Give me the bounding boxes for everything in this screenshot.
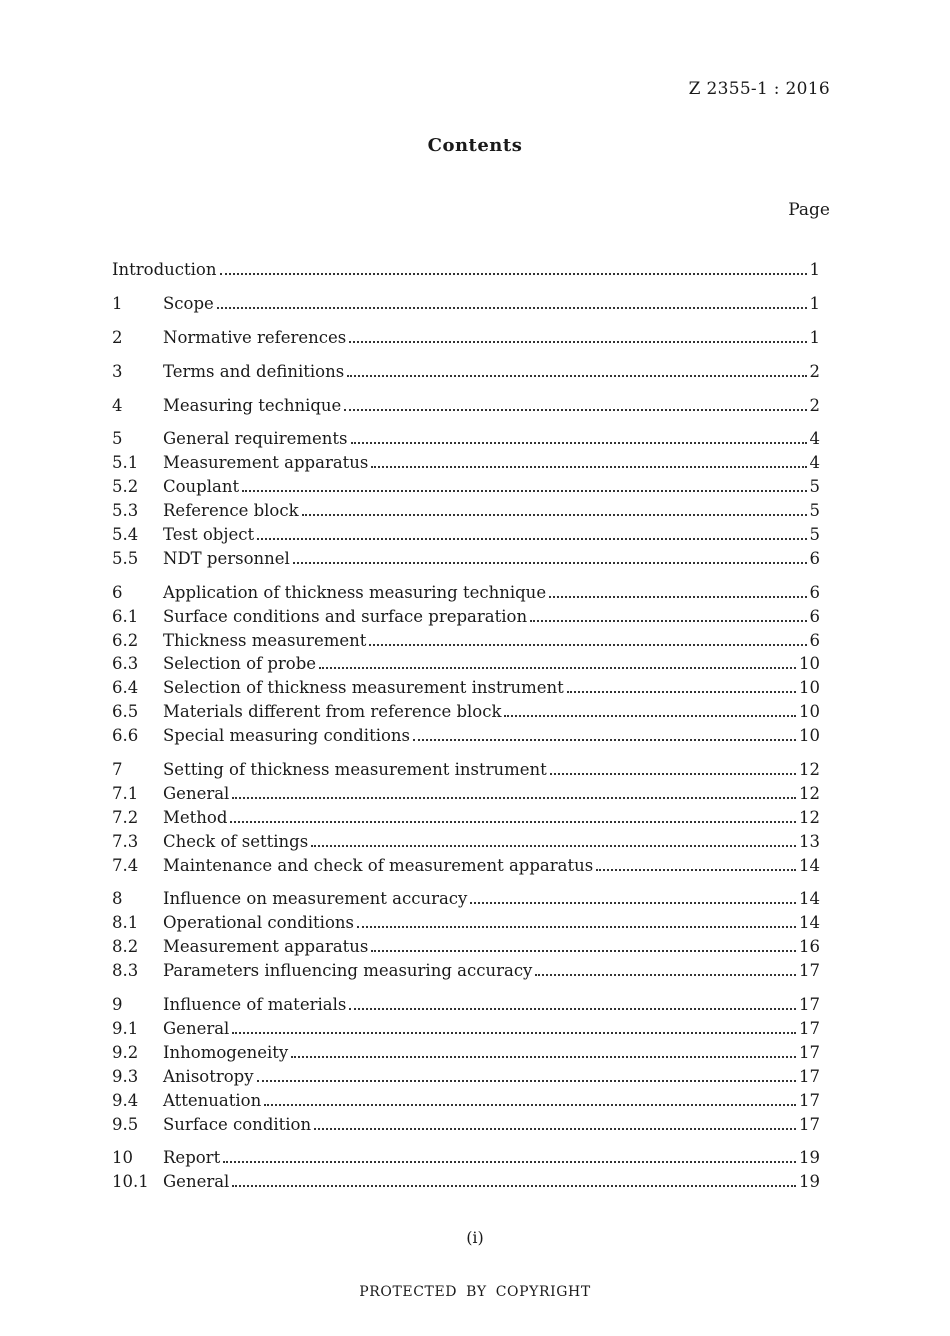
toc-entry[interactable] xyxy=(112,360,820,384)
page-column-label: Page xyxy=(788,200,830,220)
toc-entry-page: 5 xyxy=(809,525,820,545)
toc-entry[interactable] xyxy=(112,854,820,878)
dot-leader xyxy=(371,466,806,468)
toc-entry[interactable] xyxy=(112,652,820,676)
toc-entry-page: 5 xyxy=(809,501,820,521)
toc-entry[interactable] xyxy=(112,1170,820,1194)
toc-entry-page: 6 xyxy=(809,582,820,602)
toc-entry-number: 2 xyxy=(112,327,123,347)
dot-leader xyxy=(504,715,796,717)
toc-entry-number: 9.1 xyxy=(112,1018,139,1038)
footer-page-number: (i) xyxy=(466,1228,484,1247)
toc-entry-label: Surface conditions and surface preparation xyxy=(163,606,528,626)
toc-entry-number: 9.4 xyxy=(112,1090,139,1110)
dot-leader xyxy=(232,1032,796,1034)
toc-entry-number: 6.4 xyxy=(112,678,139,698)
toc-entry[interactable] xyxy=(112,782,820,806)
toc-entry-label: Influence on measurement accuracy xyxy=(163,889,468,909)
toc-entry[interactable] xyxy=(112,1089,820,1113)
dot-leader xyxy=(413,739,796,741)
toc-entry-number: 5 xyxy=(112,429,123,449)
toc-entry-label: General requirements xyxy=(163,429,348,449)
toc-entry-label: Scope xyxy=(163,293,214,313)
toc-entry-number: 9.5 xyxy=(112,1114,139,1134)
toc-entry-page: 4 xyxy=(809,429,820,449)
toc-entry[interactable] xyxy=(112,911,820,935)
toc-entry-page: 4 xyxy=(809,453,820,473)
toc-entry[interactable] xyxy=(112,887,820,911)
dot-leader xyxy=(264,1104,796,1106)
dot-leader xyxy=(347,375,806,377)
dot-leader xyxy=(550,773,796,775)
dot-leader xyxy=(596,869,796,871)
toc-entry-page: 17 xyxy=(799,995,820,1015)
toc-entry-page: 17 xyxy=(799,1114,820,1134)
toc-entry-page: 12 xyxy=(799,807,820,827)
dot-leader xyxy=(549,596,806,598)
toc-entry-page: 1 xyxy=(809,327,820,347)
toc-entry-page: 16 xyxy=(799,937,820,957)
toc-entry-label: Measuring technique xyxy=(163,395,342,415)
toc-entry-number: 7.3 xyxy=(112,831,139,851)
dot-leader xyxy=(369,644,806,646)
toc-entry-label: Maintenance and check of measurement apparatus xyxy=(163,855,594,875)
toc-entry-page: 13 xyxy=(799,831,820,851)
toc-entry-number: 5.3 xyxy=(112,501,139,521)
toc-entry[interactable] xyxy=(112,935,820,959)
toc-entry-page: 2 xyxy=(809,361,820,381)
toc-entry-label: Influence of materials xyxy=(163,995,347,1015)
page-title: Contents xyxy=(427,135,523,156)
toc-entry-number: 1 xyxy=(112,293,123,313)
toc-entry-number: 5.2 xyxy=(112,477,139,497)
toc-entry-number: 10.1 xyxy=(112,1172,149,1192)
toc-entry-label: Attenuation xyxy=(163,1090,262,1110)
dot-leader xyxy=(314,1128,796,1130)
toc-entry[interactable] xyxy=(112,523,820,547)
toc-entry-number: 5.5 xyxy=(112,548,139,568)
dot-leader xyxy=(217,307,807,309)
toc-entry[interactable] xyxy=(112,629,820,653)
toc-entry-number: 7.1 xyxy=(112,783,139,803)
toc-entry-number: 8.3 xyxy=(112,961,139,981)
dot-leader xyxy=(530,620,806,622)
dot-leader xyxy=(242,490,806,492)
toc-entry[interactable] xyxy=(112,427,820,451)
toc-entry-number: 7 xyxy=(112,760,123,780)
toc-entry-label: Method xyxy=(163,807,228,827)
toc-entry-label: Operational conditions xyxy=(163,913,354,933)
toc-entry-page: 10 xyxy=(799,726,820,746)
toc-entry-page: 2 xyxy=(809,395,820,415)
dot-leader xyxy=(223,1161,796,1163)
toc-entry-page: 1 xyxy=(809,260,820,279)
toc-entry[interactable] xyxy=(112,292,820,316)
dot-leader xyxy=(535,974,796,976)
toc-entry-label: Thickness measurement xyxy=(163,630,367,650)
document-id: Z 2355-1 : 2016 xyxy=(688,79,830,99)
toc-entry[interactable] xyxy=(112,676,820,700)
toc-entry-label: Surface condition xyxy=(163,1114,312,1134)
toc-entry[interactable] xyxy=(112,475,820,499)
toc-entry-number: 8.1 xyxy=(112,913,139,933)
toc-entry-page: 19 xyxy=(799,1148,820,1168)
toc-entry-label: Introduction xyxy=(112,260,217,279)
dot-leader xyxy=(291,1056,796,1058)
toc-entry[interactable] xyxy=(112,1113,820,1137)
toc-entry[interactable] xyxy=(112,258,820,282)
toc-entry-number: 6 xyxy=(112,582,123,602)
toc-entry[interactable] xyxy=(112,326,820,350)
dot-leader xyxy=(319,667,796,669)
toc-entry-label: Couplant xyxy=(163,477,240,497)
toc-entry-number: 6.2 xyxy=(112,630,139,650)
dot-leader xyxy=(257,538,806,540)
toc-entry-page: 6 xyxy=(809,548,820,568)
toc-entry[interactable] xyxy=(112,1041,820,1065)
toc-entry-number: 5.1 xyxy=(112,453,139,473)
toc-entry-label: Selection of probe xyxy=(163,654,317,674)
toc-entry-page: 14 xyxy=(799,855,820,875)
toc-entry-page: 17 xyxy=(799,1066,820,1086)
dot-leader xyxy=(567,691,796,693)
toc-entry-label: NDT personnel xyxy=(163,548,290,568)
toc-entry-number: 6.5 xyxy=(112,702,139,722)
toc-entry-page: 14 xyxy=(799,913,820,933)
toc-entry-label: Selection of thickness measurement instrument xyxy=(163,678,564,698)
toc-entry-label: General xyxy=(163,783,230,803)
toc-entry-label: Terms and definitions xyxy=(163,361,345,381)
toc-entry-label: General xyxy=(163,1018,230,1038)
toc-entry-label: Check of settings xyxy=(163,831,309,851)
toc-entry[interactable] xyxy=(112,1017,820,1041)
table-of-contents xyxy=(112,258,820,1194)
copyright-notice: PROTECTED BY COPYRIGHT xyxy=(359,1284,591,1300)
toc-entry[interactable] xyxy=(112,993,820,1017)
toc-entry[interactable] xyxy=(112,1065,820,1089)
toc-entry[interactable] xyxy=(112,581,820,605)
dot-leader xyxy=(344,409,806,411)
toc-entry-label: Inhomogeneity xyxy=(163,1042,289,1062)
toc-entry-number: 7.4 xyxy=(112,855,139,875)
dot-leader xyxy=(357,926,796,928)
toc-entry[interactable] xyxy=(112,1146,820,1170)
toc-entry-number: 6.6 xyxy=(112,726,139,746)
toc-entry-label: Normative references xyxy=(163,327,347,347)
toc-entry-label: Reference block xyxy=(163,501,299,521)
toc-entry[interactable] xyxy=(112,700,820,724)
toc-entry[interactable] xyxy=(112,959,820,983)
toc-entry[interactable] xyxy=(112,547,820,571)
toc-entry-page: 5 xyxy=(809,477,820,497)
toc-entry-page: 10 xyxy=(799,702,820,722)
toc-entry[interactable] xyxy=(112,499,820,523)
dot-leader xyxy=(470,902,796,904)
toc-entry-page: 6 xyxy=(809,606,820,626)
toc-entry-page: 1 xyxy=(809,293,820,313)
toc-entry-label: Anisotropy xyxy=(163,1066,254,1086)
toc-entry-page: 19 xyxy=(799,1172,820,1192)
dot-leader xyxy=(230,821,796,823)
toc-entry[interactable] xyxy=(112,724,820,748)
toc-entry[interactable] xyxy=(112,758,820,782)
toc-entry-page: 12 xyxy=(799,760,820,780)
toc-entry[interactable] xyxy=(112,605,820,629)
toc-entry-number: 7.2 xyxy=(112,807,139,827)
dot-leader xyxy=(351,442,807,444)
toc-entry[interactable] xyxy=(112,451,820,475)
dot-leader xyxy=(371,950,796,952)
dot-leader xyxy=(311,845,796,847)
toc-entry-label: Parameters influencing measuring accuracy xyxy=(163,961,533,981)
toc-entry-number: 3 xyxy=(112,361,123,381)
toc-entry-page: 10 xyxy=(799,654,820,674)
toc-entry-number: 8.2 xyxy=(112,937,139,957)
toc-entry-number: 4 xyxy=(112,395,123,415)
toc-entry-label: Measurement apparatus xyxy=(163,937,369,957)
toc-entry-number: 10 xyxy=(112,1148,133,1168)
toc-entry-label: Special measuring conditions xyxy=(163,726,411,746)
dot-leader xyxy=(349,341,806,343)
toc-entry-number: 9 xyxy=(112,995,123,1015)
toc-entry-label: Materials different from reference block xyxy=(163,702,502,722)
toc-entry-label: Test object xyxy=(163,525,255,545)
dot-leader xyxy=(293,562,807,564)
toc-entry-label: Measurement apparatus xyxy=(163,453,369,473)
dot-leader xyxy=(257,1080,796,1082)
toc-entry[interactable] xyxy=(112,806,820,830)
toc-entry-number: 5.4 xyxy=(112,525,139,545)
toc-entry-page: 14 xyxy=(799,889,820,909)
toc-entry-page: 17 xyxy=(799,961,820,981)
dot-leader xyxy=(232,1185,796,1187)
dot-leader xyxy=(349,1008,796,1010)
toc-entry-label: Report xyxy=(163,1148,221,1168)
toc-entry-number: 6.3 xyxy=(112,654,139,674)
toc-entry-number: 8 xyxy=(112,889,123,909)
toc-entry[interactable] xyxy=(112,394,820,418)
toc-entry-page: 6 xyxy=(809,630,820,650)
dot-leader xyxy=(220,273,807,275)
toc-entry-label: Setting of thickness measurement instrument xyxy=(163,760,547,780)
dot-leader xyxy=(302,514,807,516)
toc-entry-page: 17 xyxy=(799,1042,820,1062)
toc-entry-page: 10 xyxy=(799,678,820,698)
dot-leader xyxy=(232,797,796,799)
toc-entry-page: 17 xyxy=(799,1018,820,1038)
toc-entry-page: 12 xyxy=(799,783,820,803)
toc-entry-number: 9.3 xyxy=(112,1066,139,1086)
toc-entry-label: General xyxy=(163,1172,230,1192)
toc-entry-label: Application of thickness measuring technique xyxy=(163,582,547,602)
toc-entry-page: 17 xyxy=(799,1090,820,1110)
toc-entry-number: 6.1 xyxy=(112,606,139,626)
toc-entry-number: 9.2 xyxy=(112,1042,139,1062)
toc-entry[interactable] xyxy=(112,830,820,854)
